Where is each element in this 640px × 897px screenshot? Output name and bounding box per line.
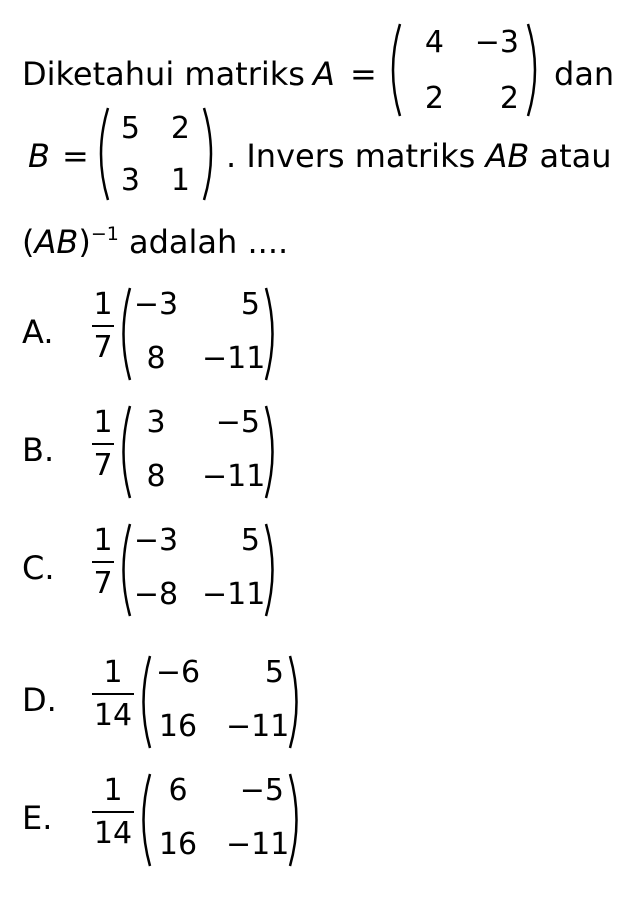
question-line2 — [226, 137, 612, 175]
fraction-bar — [92, 325, 114, 327]
matrix-b — [92, 104, 220, 204]
option-matrix — [116, 402, 280, 502]
equals-sign-b: = — [62, 137, 89, 175]
matrix-cell: −11 — [202, 341, 266, 376]
fraction-numerator: 1 — [103, 773, 123, 808]
option-matrix — [136, 652, 304, 752]
matrix-cell: 3 — [146, 405, 166, 440]
fraction-denominator: 7 — [93, 448, 113, 483]
fraction-coefficient — [92, 287, 114, 365]
matrix-cell: 5 — [240, 287, 260, 322]
question-intro — [22, 55, 305, 93]
matrix-cell: 5 — [264, 655, 284, 690]
fraction-denominator: 14 — [93, 698, 133, 733]
option-matrix — [136, 770, 304, 870]
matrix-cell: −6 — [155, 655, 201, 690]
fraction-coefficient — [92, 523, 114, 601]
matrix-cell: 5 — [240, 523, 260, 558]
fraction-denominator: 7 — [93, 566, 113, 601]
line3-rest: adalah .... — [129, 223, 289, 261]
option-label: C. — [22, 549, 55, 587]
matrix-b-cell: 3 — [120, 163, 140, 198]
matrix-cell: 16 — [158, 827, 198, 862]
option-a[interactable] — [0, 278, 400, 384]
matrix-b-cell: 1 — [170, 163, 190, 198]
option-matrix — [116, 284, 280, 384]
matrix-cell: −5 — [239, 773, 284, 808]
matrix-cell: −3 — [133, 287, 179, 322]
matrix-cell: 8 — [146, 341, 166, 376]
fraction-bar — [92, 811, 134, 813]
option-label: A. — [22, 313, 54, 351]
line2-text: . Invers matriks — [226, 137, 476, 175]
matrix-b-cell: 2 — [170, 111, 190, 146]
equals-sign-a: = — [350, 55, 377, 93]
matrix-b-symbol: B — [28, 137, 50, 175]
fraction-numerator: 1 — [103, 655, 123, 690]
option-d[interactable] — [0, 646, 400, 752]
fraction-numerator: 1 — [93, 405, 113, 440]
intro-text: Diketahui matriks — [22, 55, 305, 93]
matrix-cell: −3 — [133, 523, 179, 558]
option-b[interactable] — [0, 396, 400, 502]
matrix-a-cell: −3 — [474, 25, 519, 60]
option-label: D. — [22, 681, 57, 719]
fraction-denominator: 14 — [93, 816, 133, 851]
dan-text: dan — [554, 55, 615, 93]
ab-inverse-symbol: AB — [34, 223, 79, 261]
option-matrix — [116, 520, 280, 620]
close-paren: ) — [78, 223, 91, 261]
fraction-denominator: 7 — [93, 330, 113, 365]
inverse-exponent: −1 — [90, 223, 119, 245]
matrix-a-cell: 2 — [424, 81, 444, 116]
fraction-bar — [92, 561, 114, 563]
ab-symbol: AB — [485, 137, 530, 175]
fraction-bar — [92, 443, 114, 445]
option-e[interactable] — [0, 764, 400, 870]
option-c[interactable] — [0, 514, 400, 620]
matrix-b-cell: 5 — [120, 111, 140, 146]
option-label: E. — [22, 799, 53, 837]
option-label: B. — [22, 431, 55, 469]
question-line3 — [22, 223, 289, 261]
fraction-coefficient — [92, 405, 114, 483]
fraction-bar — [92, 693, 134, 695]
matrix-cell: −11 — [202, 459, 266, 494]
matrix-a-symbol: A — [313, 55, 335, 93]
matrix-a — [384, 20, 544, 120]
matrix-cell: 8 — [146, 459, 166, 494]
matrix-cell: −11 — [226, 827, 290, 862]
matrix-cell: −8 — [133, 577, 179, 612]
matrix-cell: −11 — [226, 709, 290, 744]
open-paren: ( — [22, 223, 35, 261]
matrix-cell: 6 — [168, 773, 188, 808]
fraction-numerator: 1 — [93, 287, 113, 322]
fraction-coefficient — [92, 773, 134, 851]
fraction-numerator: 1 — [93, 523, 113, 558]
matrix-a-cell: 2 — [499, 81, 519, 116]
atau-text: atau — [539, 137, 612, 175]
matrix-cell: 16 — [158, 709, 198, 744]
matrix-cell: −5 — [215, 405, 260, 440]
matrix-a-cell: 4 — [424, 25, 444, 60]
fraction-coefficient — [92, 655, 134, 733]
matrix-cell: −11 — [202, 577, 266, 612]
